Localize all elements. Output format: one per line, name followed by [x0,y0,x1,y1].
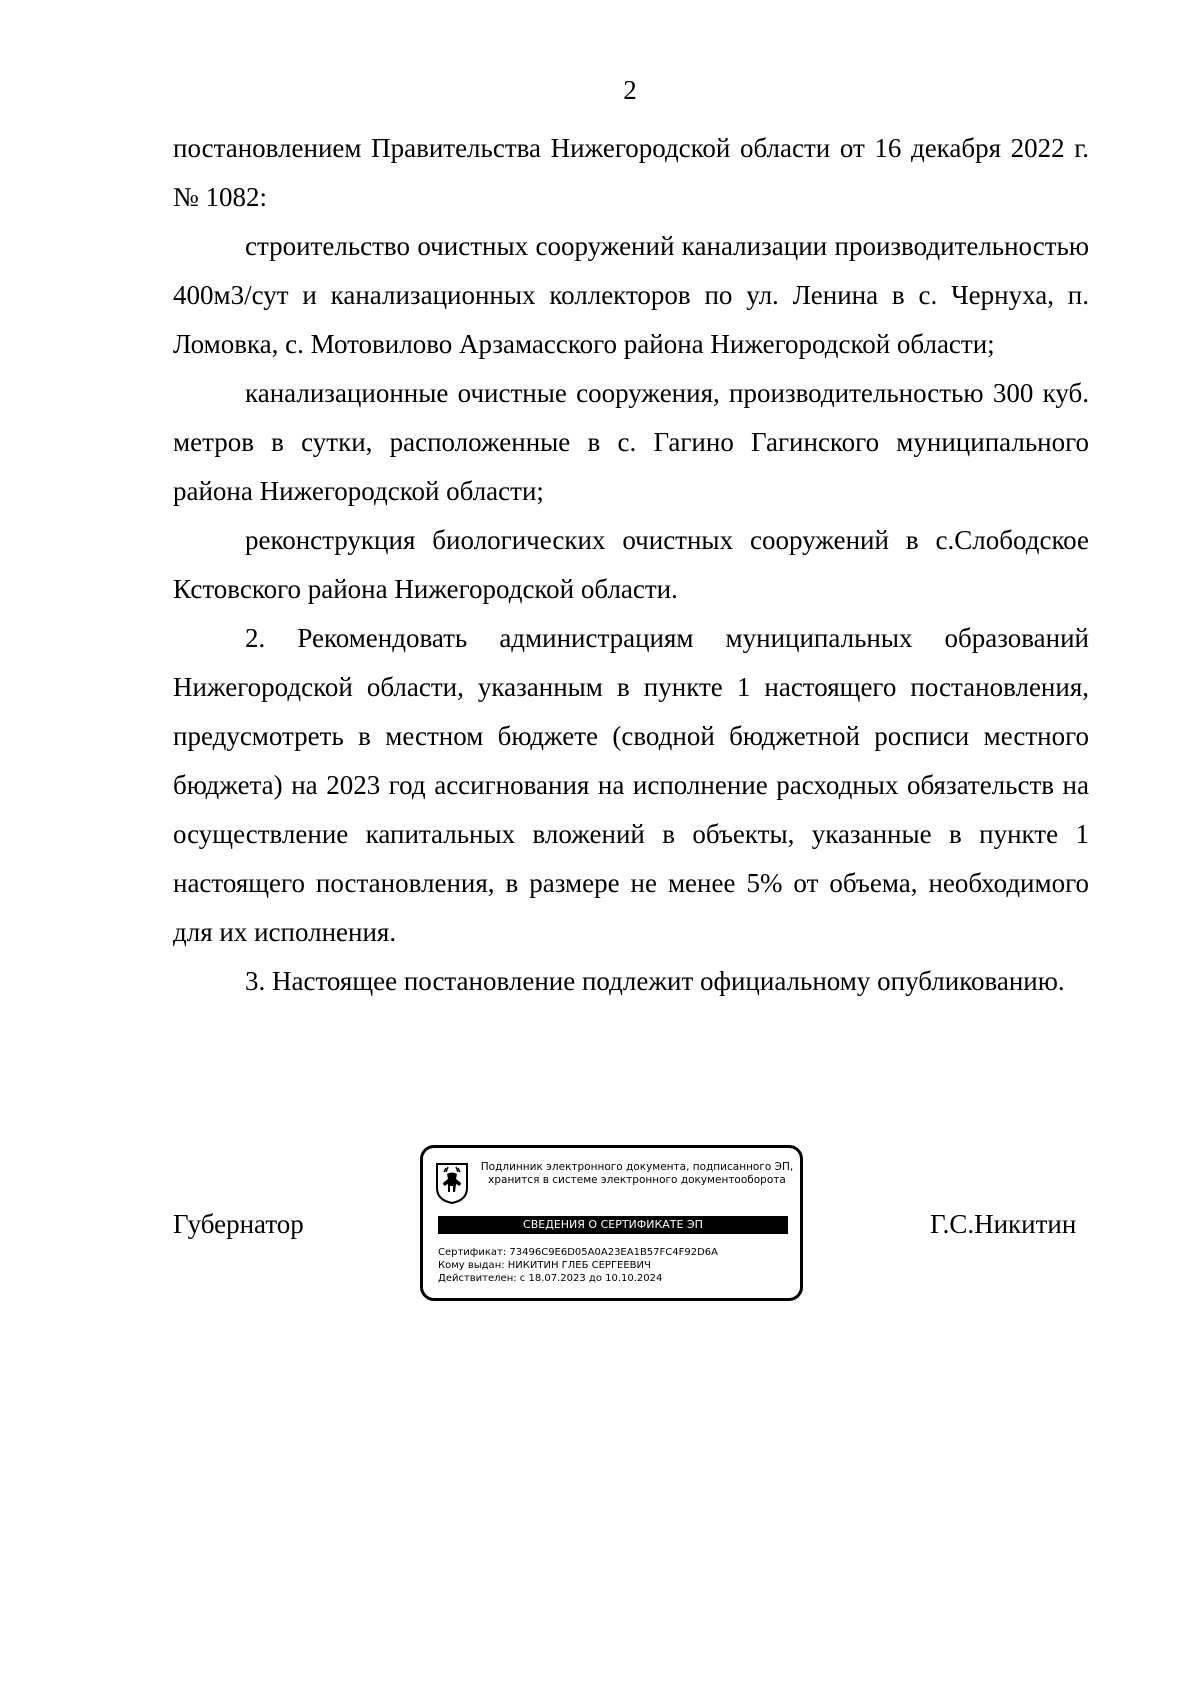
paragraph-item-chernukha: строительство очистных сооружений канализации производительностью 400м3/сут и канализационных коллекторов по ул. Ленина в с. Чернуха, п. Ломовка, с. Мотовилово Арзамасского района Нижегородской области; [173,231,1089,359]
certificate-number: Сертификат: 73496C9E6D05A0A23EA1B57FC4F92D6A [438,1247,719,1258]
certificate-validity: Действителен: с 18.07.2023 до 10.10.2024 [438,1273,663,1284]
paragraph-clause-2: 2. Рекомендовать администрациям муниципальных образований Нижегородской области, указанным в пункте 1 настоящего постановления, предусмотреть в местном бюджете (сводной бюджетной росписи местного бюджета) на 2023 год ассигнования на исполнение расходных обязательств на осуществление капитальных вложений в объекты, указанные в пункте 1 настоящего постановления, в размере не менее 5% от объема, необходимого для их исполнения. [173,623,1089,947]
stamp-details [438,1246,793,1285]
paragraph-item-gagino: канализационные очистные сооружения, производительностью 300 куб. метров в сутки, расположенные в с. Гагино Гагинского муниципального района Нижегородской области; [173,378,1089,506]
deer-emblem-icon [435,1162,469,1204]
stamp-note [477,1161,797,1187]
paragraph-item-slobodskoe: реконструкция биологических очистных сооружений в с.Слободское Кстовского района Нижегородской области. [173,525,1089,604]
page-number: 2 [623,75,637,105]
stamp-header: СВЕДЕНИЯ О СЕРТИФИКАТЕ ЭП [438,1216,788,1234]
electronic-signature-stamp [420,1145,803,1301]
paragraph-clause-3: 3. Настоящее постановление подлежит официальному опубликованию. [245,966,1065,996]
stamp-note-line2: хранится в системе электронного документооборота [488,1174,786,1186]
signer-name: Г.С.Никитин [930,1209,1077,1239]
stamp-note-line1: Подлинник электронного документа, подписанного ЭП, [480,1161,794,1173]
document-body [173,124,1089,1006]
certificate-owner: Кому выдан: НИКИТИН ГЛЕБ СЕРГЕЕВИЧ [438,1260,651,1271]
signer-position: Губернатор [173,1209,304,1239]
paragraph-intro: постановлением Правительства Нижегородской области от 16 декабря 2022 г. № 1082: [173,133,1089,212]
